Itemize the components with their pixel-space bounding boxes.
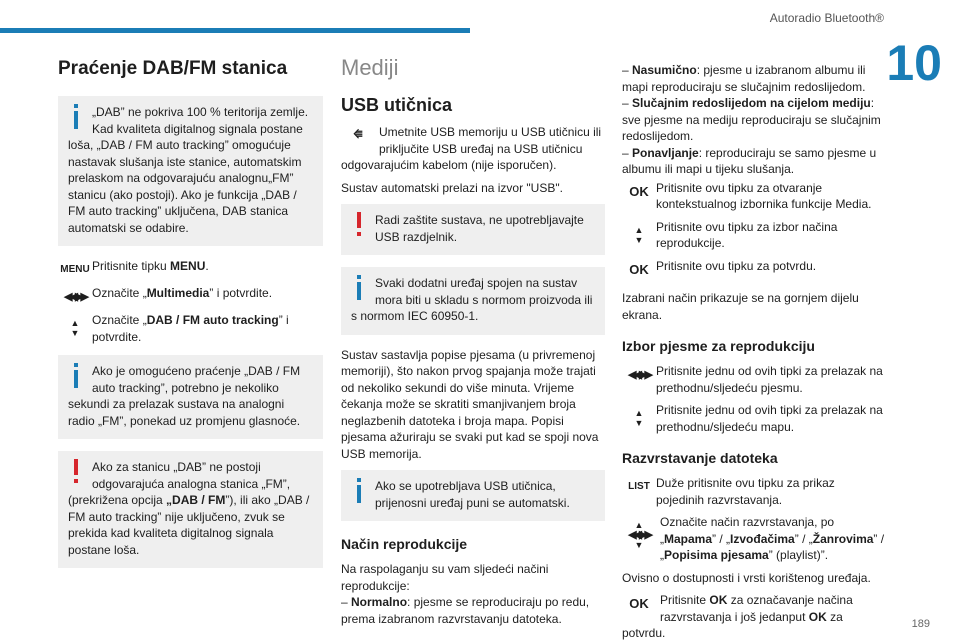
play-mode-random-all: – Slučajnim redoslijedom na cijelom mediju: sve pjesme na mediju reproduciraju se slučajnim redoslijedom.: [622, 96, 881, 143]
warning-box-no-fm: [58, 451, 323, 568]
play-mode-random: – Nasumično: pjesme u izabranom albumu ili mapi reproduciraju se slučajnim redoslijedom.: [622, 63, 866, 94]
play-mode-repeat: – Ponavljanje: reproduciraju se samo pjesme u albumu ili mapi u tijeku slušanja.: [622, 145, 877, 176]
subheading-file-sorting: Razvrstavanje datoteka: [622, 450, 778, 466]
usb-icon: ⭅: [353, 130, 363, 141]
step-select-mode: ▲ ▼ Pritisnite ovu tipku za izbor načina reprodukcije.: [622, 219, 886, 252]
step-confirm-sorting: OK Pritisnite OK za označavanje načina razvrstavanja i još jedanput OK za potvrdu.: [622, 593, 853, 640]
subheading-play-mode: Način reprodukcije: [341, 536, 468, 552]
up-down-arrows-icon: ▲ ▼: [634, 408, 644, 428]
step-select-multimedia: ◀◀ ▶▶ Označite „Multimedia” i potvrdite.: [58, 285, 323, 307]
header-accent-bar: [0, 28, 470, 33]
column-right: [622, 62, 886, 640]
page-header: [0, 0, 960, 40]
ok-button-icon: OK: [629, 183, 649, 199]
info-text: Ako je omogućeno praćenje „DAB / FM auto tracking”, potrebno je nekoliko sekundi za prelazak sustava na analogni radio „FM”, ponekad uz promjenu glasnoće.: [68, 364, 301, 428]
column-left: [58, 46, 323, 580]
chapter-number: 10: [886, 35, 942, 91]
info-icon: [68, 363, 86, 389]
play-mode-intro: Na raspolaganju su vam sljedeći načini reprodukcije:: [341, 562, 549, 593]
warning-icon: [68, 459, 86, 485]
step-prev-next-track: ◀◀ ▶▶ Pritisnite jednu od ovih tipki za prelazak na prethodnu/sljedeću pjesmu.: [622, 363, 886, 396]
subheading-usb: USB utičnica: [341, 95, 453, 115]
info-box-charging: [341, 470, 605, 521]
playlist-paragraph: Sustav sastavlja popise pjesama (u privremenoj memoriji), što nakon prvog spajanja može trajati od nekoliko sekundi do više minuta. Vrijeme čekanja može se skratiti smanjivanjem broja neglazbenih datoteka i broja mapa. Popisi pjesama ažuriraju se svaki put kad se spoji nova USB memorija.: [341, 347, 599, 461]
step-open-context-menu: OK Pritisnite ovu tipku za otvaranje kontekstualnog izbornika funkcije Media.: [622, 180, 886, 213]
usb-auto-source: Sustav automatski prelazi na izvor "USB".: [341, 180, 563, 195]
column-middle: [341, 46, 605, 627]
up-down-arrows-icon: ▲ ▼: [70, 318, 80, 338]
info-icon: [68, 104, 86, 130]
play-mode-normal: – Normalno: pjesme se reproduciraju po redu, prema izabranom razvrstavanju datoteka.: [341, 595, 590, 626]
four-way-arrows-icon: ▲ ◀◀▶▶ ▼: [628, 520, 650, 550]
ok-button-icon: OK: [629, 596, 649, 611]
info-icon: [351, 275, 369, 301]
info-text: „DAB” ne pokriva 100 % teritorija zemlje. Kad kvaliteta digitalnog signala postane loša, „DAB / FM auto tracking” omogućuje nastavak slušanja iste stanice, automatskim prelaskom na odgovarajuću analognu„FM” stanicu (ako postoji). Ako je funkcija „DAB / FM auto tracking” uključena, DAB stanica automatski se odabire.: [68, 105, 309, 235]
info-text: Ako se upotrebljava USB utičnica, prijenosni uređaj puni se automatski.: [375, 479, 570, 510]
step-choose-sorting: ▲ ◀◀▶▶ ▼ Označite način razvrstavanja, po „Mapama” / „Izvođačima” / „Žanrovima” / „Popisima pjesama” (playlist)”.: [622, 514, 886, 564]
step-confirm: OK Pritisnite ovu tipku za potvrdu.: [622, 258, 886, 279]
subheading-track-selection: Izbor pjesme za reprodukciju: [622, 338, 815, 354]
page-number: 189: [911, 618, 930, 630]
sorting-availability: Ovisno o dostupnosti i vrsti korištenog uređaja.: [622, 570, 871, 585]
step-prev-next-folder: ▲ ▼ Pritisnite jednu od ovih tipki za prelazak na prethodnu/sljedeću mapu.: [622, 402, 886, 435]
step-long-press-list: LIST Duže pritisnite ovu tipku za prikaz pojedinih razvrstavanja.: [622, 475, 886, 508]
up-down-arrows-icon: ▲ ▼: [634, 224, 644, 245]
header-title: Autoradio Bluetooth®: [769, 11, 884, 25]
section-heading-dab-fm: Praćenje DAB/FM stanica: [58, 58, 288, 79]
info-box-dab-coverage: [58, 96, 323, 246]
ok-button-icon: OK: [629, 261, 649, 277]
left-right-arrows-icon: ◀◀ ▶▶: [64, 290, 86, 303]
display-mode-text: Izabrani način prikazuje se na gornjem dijelu ekrana.: [622, 291, 859, 322]
step-select-dab-fm: ▲ ▼ Označite „DAB / FM auto tracking” i potvrdite.: [58, 312, 323, 345]
info-text: Svaki dodatni uređaj spojen na sustav mora biti u skladu s normom proizvoda ili s normom IEC 60950-1.: [351, 276, 593, 323]
usb-instruction: ⭅ Umetnite USB memoriju u USB utičnicu ili priključite USB uređaj na USB utičnicu odgovarajućim kabelom (nije isporučen).: [341, 125, 602, 172]
warning-text: Radi zaštite sustava, ne upotrebljavajte USB razdjelnik.: [375, 213, 584, 244]
info-box-iec-norm: [341, 267, 605, 335]
left-right-arrows-icon: ◀◀ ▶▶: [628, 369, 650, 381]
list-button-icon: LIST: [628, 481, 650, 492]
warning-icon: [351, 212, 369, 238]
info-icon: [351, 478, 369, 504]
warning-text: Ako za stanicu „DAB” ne postoji odgovarajuća analogna stanica „FM”, (prekrižena opcija „DAB / FM”), ili ako „DAB / FM auto tracking” nije uključeno, zvuk se prekida kad kvaliteta digitalnog signala postane loša.: [68, 460, 310, 557]
section-heading-media: Mediji: [341, 55, 399, 80]
warning-box-usb-hub: [341, 204, 605, 255]
info-box-tracking-delay: [58, 355, 323, 439]
menu-button-icon: MENU: [60, 264, 90, 275]
step-press-menu: MENU Pritisnite tipku MENU.: [58, 258, 323, 279]
